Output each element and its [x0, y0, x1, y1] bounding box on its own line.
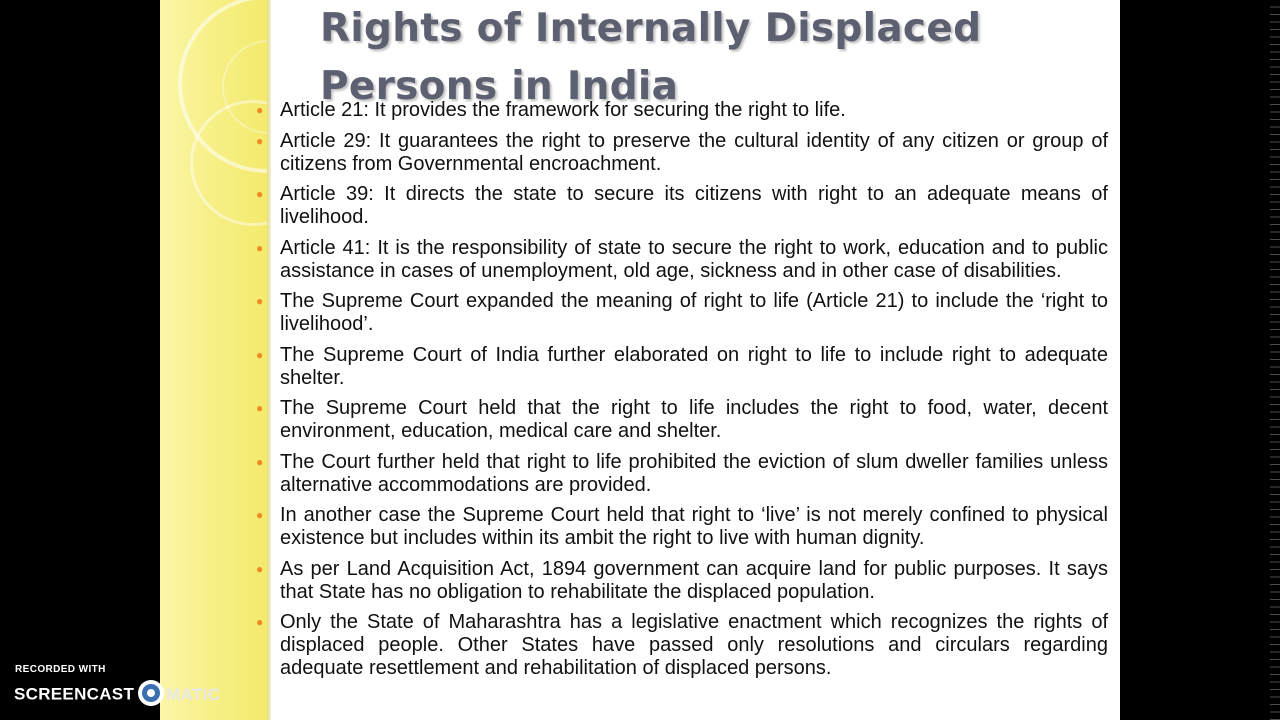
watermark-brand	[14, 682, 220, 708]
screencast-o-matic-logo-icon	[138, 680, 164, 706]
bullet-item	[256, 130, 1108, 176]
bullet-icon: ●	[256, 187, 264, 201]
bullet-text: Article 41: It is the responsibility of state to secure the right to work, education and to public assistance in cases of unemployment, old age, sickness and in other case of disabilities.	[280, 236, 1108, 282]
presentation-slide	[160, 0, 1120, 720]
bullet-text: The Court further held that right to life prohibited the eviction of slum dweller families unless alternative accommodations are provided.	[280, 450, 1108, 496]
bullet-text: Only the State of Maharashtra has a legislative enactment which recognizes the rights of displaced people. Other States have passed only resolutions and circulars regarding adequate resettlement and rehabilitation of displaced persons.	[280, 611, 1108, 679]
bullet-item	[256, 504, 1108, 550]
bullet-item	[256, 611, 1108, 680]
watermark-caption: RECORDED WITH	[15, 664, 106, 675]
bullet-text: Article 21: It provides the framework for securing the right to life.	[280, 99, 846, 121]
slide-title: Rights of Internally Displaced Persons in India	[320, 6, 982, 109]
bullet-icon: ●	[256, 240, 264, 255]
bullet-icon: ●	[256, 508, 264, 522]
slide-decorative-strip	[160, 0, 267, 720]
bullet-text: The Supreme Court expanded the meaning of right to life (Article 21) to include the ‘right to livelihood’.	[280, 290, 1108, 335]
watermark-brand-suffix: MATIC	[166, 685, 221, 704]
bullet-item	[256, 290, 1108, 336]
bullet-list	[256, 99, 1108, 688]
bullet-text: Article 39: It directs the state to secure its citizens with right to an adequate means of livelihood.	[280, 183, 1108, 228]
recording-watermark	[14, 664, 234, 714]
bullet-text: The Supreme Court of India further elaborated on right to life to include right to adequate shelter.	[280, 343, 1108, 389]
bullet-icon: ●	[256, 401, 264, 415]
bullet-icon: ●	[256, 133, 264, 148]
bullet-text: As per Land Acquisition Act, 1894 government can acquire land for public purposes. It says that State has no obligation to rehabilitate the displaced population.	[280, 557, 1108, 603]
bullet-icon: ●	[256, 615, 264, 629]
bullet-icon: ●	[256, 103, 264, 117]
bullet-text: In another case the Supreme Court held that right to ‘live’ is not merely confined to physical existence but includes within its ambit the right to live with human dignity.	[280, 504, 1108, 549]
bullet-text: Article 29: It guarantees the right to preserve the cultural identity of any citizen or group of citizens from Governmental encroachment.	[280, 129, 1108, 175]
watermark-brand-prefix: SCREENCAST	[14, 684, 135, 704]
bullet-item	[256, 237, 1108, 283]
bullet-item	[256, 397, 1108, 443]
bullet-item	[256, 451, 1108, 497]
bullet-icon: ●	[256, 454, 264, 469]
bullet-item	[256, 344, 1108, 390]
bullet-item	[256, 183, 1108, 229]
bullet-icon: ●	[256, 561, 264, 576]
bullet-item	[256, 558, 1108, 604]
bullet-icon: ●	[256, 294, 264, 308]
bullet-item	[256, 99, 1108, 122]
bullet-text: The Supreme Court held that the right to life includes the right to food, water, decent environment, education, medical care and shelter.	[280, 397, 1108, 442]
edge-artifact	[1270, 0, 1280, 720]
bullet-icon: ●	[256, 347, 264, 362]
